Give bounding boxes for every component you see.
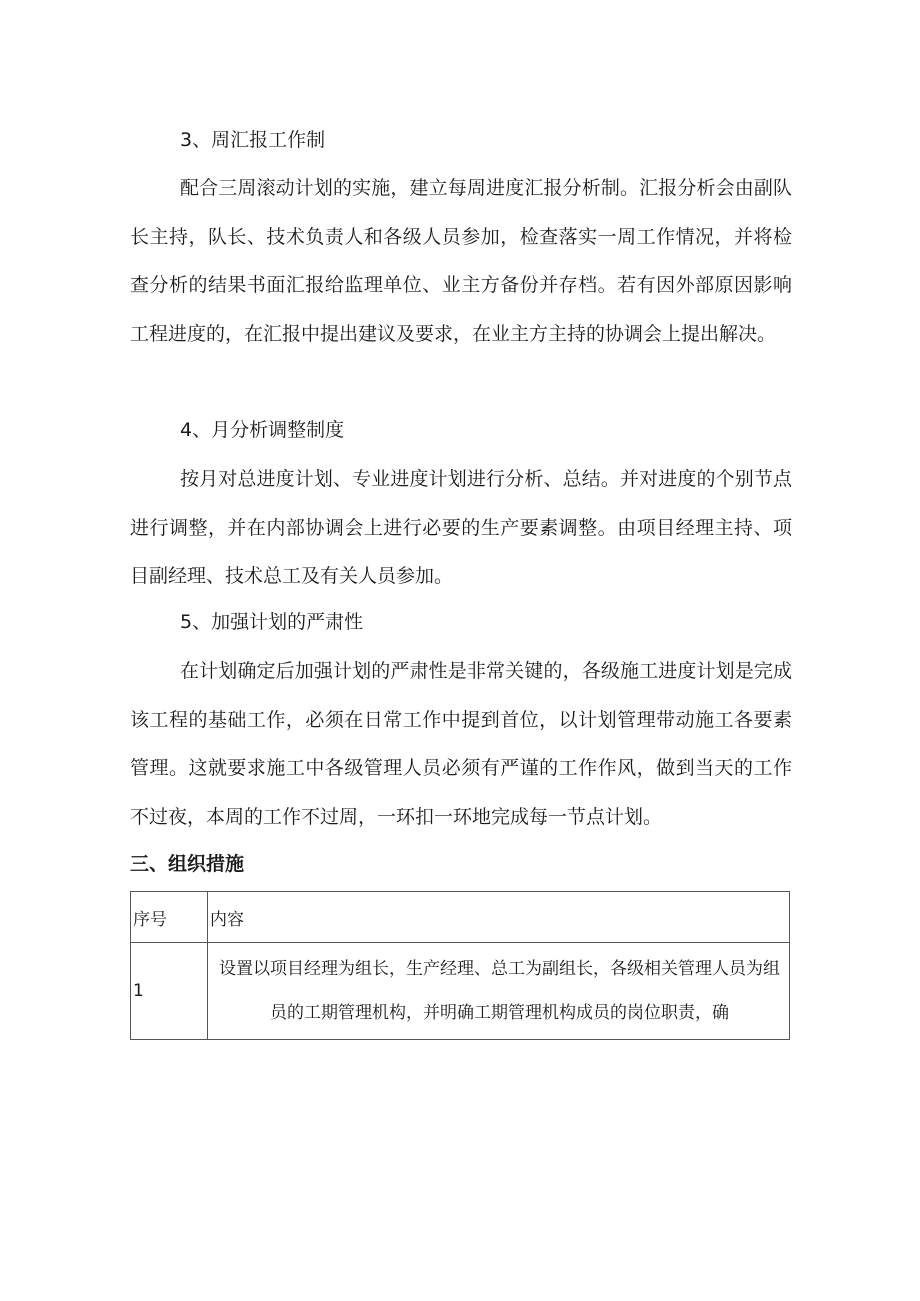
table-cell-content: 设置以项目经理为组长，生产经理、总工为副组长，各级相关管理人员为组员的工期管理机构，并明确工期管理机构成员的岗位职责，确 — [219, 959, 780, 1023]
table-header-content: 内容 — [208, 892, 790, 943]
table-header-row — [131, 892, 790, 943]
heading-monthly-analysis: 4、月分析调整制度 — [180, 419, 345, 441]
table-row — [131, 943, 790, 1040]
heading-plan-strictness: 5、加强计划的严肃性 — [180, 611, 364, 633]
paragraph-plan-strictness: 在计划确定后加强计划的严肃性是非常关键的，各级施工进度计划是完成该工程的基础工作，必须在日常工作中提到首位，以计划管理带动施工各要素管理。这就要求施工中各级管理人员必须有严谨的工作作风，做到当天的工作不过夜，本周的工作不过周，一环扣一环地完成每一节点计划。 — [130, 660, 792, 828]
paragraph-weekly-report: 配合三周滚动计划的实施，建立每周进度汇报分析制。汇报分析会由副队长主持，队长、技术负责人和各级人员参加，检查落实一周工作情况，并将检查分析的结果书面汇报给监理单位、业主方备份并存档。若有因外部原因影响工程进度的，在汇报中提出建议及要求，在业主方主持的协调会上提出解决。 — [130, 177, 792, 345]
table-cell-content-wrapper — [208, 943, 790, 1040]
heading-weekly-report: 3、周汇报工作制 — [180, 129, 326, 151]
table-header-index: 序号 — [131, 892, 208, 943]
paragraph-monthly-analysis: 按月对总进度计划、专业进度计划进行分析、总结。并对进度的个别节点进行调整，并在内部协调会上进行必要的生产要素调整。由项目经理主持、项目副经理、技术总工及有关人员参加。 — [130, 468, 792, 587]
organization-table — [130, 891, 790, 1040]
section-title-organization: 三、组织措施 — [130, 853, 245, 875]
table-cell-index: 1 — [131, 943, 208, 1040]
